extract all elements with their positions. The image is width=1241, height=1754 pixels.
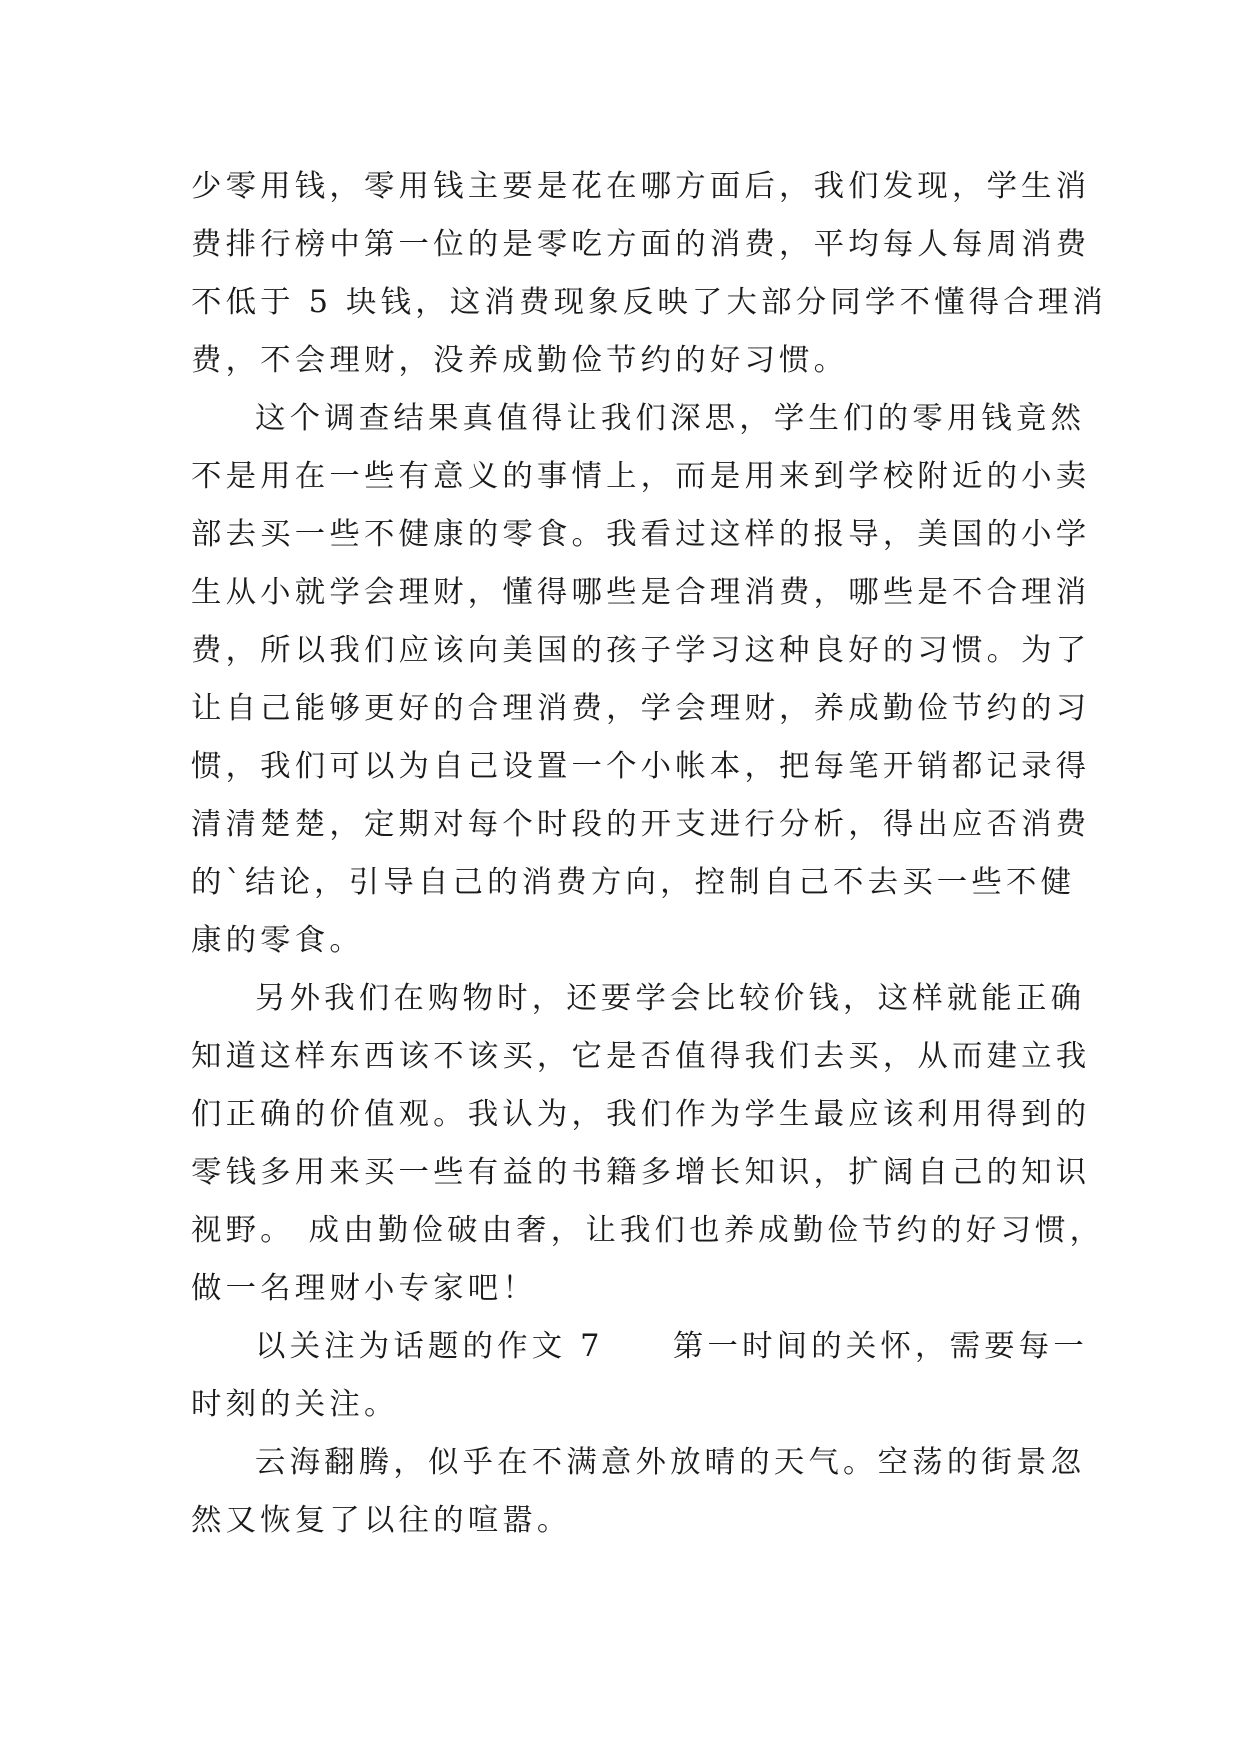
text-line: 康的零食。 <box>191 923 364 958</box>
text-line: 另外我们在购物时，还要学会比较价钱，这样就能正确 <box>255 981 1086 1016</box>
text-line: 这个调查结果真值得让我们深思，学生们的零用钱竟然 <box>255 401 1086 436</box>
text-line: 零钱多用来买一些有益的书籍多增长知识，扩阔自己的知识 <box>191 1155 1091 1190</box>
text-line: 让自己能够更好的合理消费，学会理财，养成勤俭节约的习 <box>191 691 1091 726</box>
text-line: 不是用在一些有意义的事情上，而是用来到学校附近的小卖 <box>191 459 1091 494</box>
text-line: 费排行榜中第一位的是零吃方面的消费，平均每人每周消费 <box>191 227 1091 262</box>
text-line: 费，所以我们应该向美国的孩子学习这种良好的习惯。为了 <box>191 633 1091 668</box>
text-line: 少零用钱，零用钱主要是花在哪方面后，我们发现，学生消 <box>191 169 1091 204</box>
text-line: 的`结论，引导自己的消费方向，控制自己不去买一些不健 <box>191 865 1076 900</box>
text-line: 部去买一些不健康的零食。我看过这样的报导，美国的小学 <box>191 517 1091 552</box>
text-line: 云海翻腾，似乎在不满意外放晴的天气。空荡的街景忽 <box>255 1445 1086 1480</box>
text-line: 不低于 5 块钱，这消费现象反映了大部分同学不懂得合理消 <box>191 285 1108 320</box>
text-line: 生从小就学会理财，懂得哪些是合理消费，哪些是不合理消 <box>191 575 1091 610</box>
text-line: 知道这样东西该不该买，它是否值得我们去买，从而建立我 <box>191 1039 1091 1074</box>
text-line: 然又恢复了以往的喧嚣。 <box>191 1503 572 1538</box>
document-body <box>191 158 1108 1550</box>
text-line: 视野。 成由勤俭破由奢，让我们也养成勤俭节约的好习惯， <box>191 1213 1105 1248</box>
text-line: 清清楚楚，定期对每个时段的开支进行分析，得出应否消费 <box>191 807 1091 842</box>
text-line: 费，不会理财，没养成勤俭节约的好习惯。 <box>191 343 849 378</box>
text-line: 惯，我们可以为自己设置一个小帐本，把每笔开销都记录得 <box>191 749 1091 784</box>
text-line: 做一名理财小专家吧！ <box>191 1271 537 1306</box>
text-line: 以关注为话题的作文 7 第一时间的关怀，需要每一 <box>255 1329 1088 1364</box>
text-line: 时刻的关注。 <box>191 1387 399 1422</box>
text-line: 们正确的价值观。我认为，我们作为学生最应该利用得到的 <box>191 1097 1091 1132</box>
